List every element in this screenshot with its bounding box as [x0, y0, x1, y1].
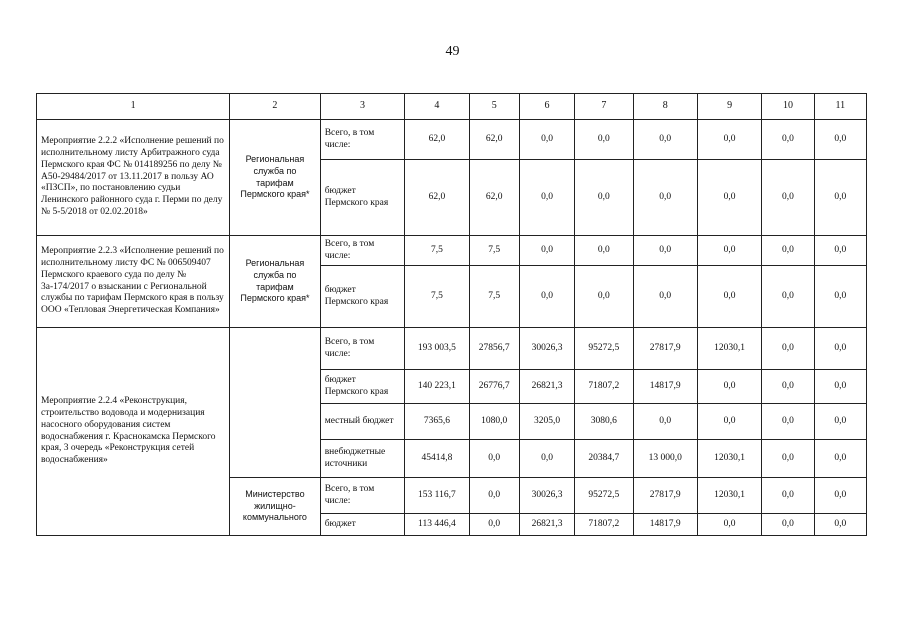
header-cell: 9 — [697, 94, 761, 120]
value-cell: 27856,7 — [469, 328, 519, 370]
value-cell: 7,5 — [469, 236, 519, 266]
funding-source-cell: местный бюджет — [320, 404, 405, 440]
value-cell: 0,0 — [633, 120, 697, 160]
value-cell: 0,0 — [469, 478, 519, 514]
header-cell: 6 — [519, 94, 574, 120]
value-cell: 13 000,0 — [633, 440, 697, 478]
value-cell: 140 223,1 — [405, 370, 469, 404]
value-cell: 0,0 — [814, 120, 866, 160]
header-cell: 4 — [405, 94, 469, 120]
value-cell: 12030,1 — [697, 440, 761, 478]
value-cell: 95272,5 — [575, 328, 633, 370]
table-body — [37, 94, 867, 536]
table-row — [37, 120, 867, 160]
value-cell: 0,0 — [814, 514, 866, 536]
value-cell: 3205,0 — [519, 404, 574, 440]
value-cell: 0,0 — [762, 236, 814, 266]
funding-source-cell: Всего, в том числе: — [320, 478, 405, 514]
value-cell: 0,0 — [633, 160, 697, 236]
funding-source-cell: Всего, в том числе: — [320, 120, 405, 160]
value-cell: 0,0 — [814, 160, 866, 236]
header-cell: 11 — [814, 94, 866, 120]
value-cell: 0,0 — [697, 120, 761, 160]
value-cell: 20384,7 — [575, 440, 633, 478]
measure-name-cell: Мероприятие 2.2.4 «Реконструкция, строительство водовода и модернизация насосного оборудования систем водоснабжения г. Краснокамска Пермского края, 3 очередь «Реконструкция сетей водоснабжения» — [37, 328, 230, 536]
measure-name-cell: Мероприятие 2.2.2 «Исполнение решений по исполнительному листу Арбитражного суда Пермского края ФС № 014189256 по делу № А50-29484/2017 от 13.11.2017 в пользу АО «ПЗСП», по постановлению судьи Ленинского районного суда г. Перми по делу № 5-5/2018 от 02.02.2018» — [37, 120, 230, 236]
page-number: 49 — [445, 44, 460, 59]
value-cell: 0,0 — [519, 120, 574, 160]
value-cell: 0,0 — [519, 266, 574, 328]
value-cell: 62,0 — [405, 160, 469, 236]
value-cell: 0,0 — [575, 120, 633, 160]
executor-cell: Министерство жилищно-коммунального — [230, 478, 321, 536]
value-cell: 0,0 — [575, 236, 633, 266]
funding-source-cell: внебюджетные источники — [320, 440, 405, 478]
value-cell: 12030,1 — [697, 478, 761, 514]
value-cell: 0,0 — [697, 160, 761, 236]
executor-cell — [230, 328, 321, 478]
value-cell: 30026,3 — [519, 328, 574, 370]
value-cell: 0,0 — [762, 404, 814, 440]
value-cell: 7365,6 — [405, 404, 469, 440]
value-cell: 0,0 — [814, 266, 866, 328]
value-cell: 14817,9 — [633, 370, 697, 404]
value-cell: 0,0 — [519, 236, 574, 266]
value-cell: 26776,7 — [469, 370, 519, 404]
value-cell: 0,0 — [814, 236, 866, 266]
funding-source-cell: Всего, в том числе: — [320, 236, 405, 266]
value-cell: 0,0 — [762, 370, 814, 404]
value-cell: 0,0 — [469, 514, 519, 536]
value-cell: 7,5 — [405, 236, 469, 266]
value-cell: 113 446,4 — [405, 514, 469, 536]
value-cell: 0,0 — [762, 160, 814, 236]
value-cell: 0,0 — [814, 440, 866, 478]
value-cell: 0,0 — [762, 266, 814, 328]
header-cell: 7 — [575, 94, 633, 120]
header-cell: 3 — [320, 94, 405, 120]
value-cell: 0,0 — [697, 404, 761, 440]
value-cell: 3080,6 — [575, 404, 633, 440]
header-cell: 2 — [230, 94, 321, 120]
value-cell: 1080,0 — [469, 404, 519, 440]
funding-source-cell: Всего, в том числе: — [320, 328, 405, 370]
value-cell: 0,0 — [814, 328, 866, 370]
value-cell: 7,5 — [405, 266, 469, 328]
funding-source-cell: бюджет Пермского края — [320, 370, 405, 404]
value-cell: 0,0 — [575, 266, 633, 328]
value-cell: 0,0 — [814, 404, 866, 440]
value-cell: 0,0 — [519, 440, 574, 478]
table-row — [37, 328, 867, 370]
table-row — [37, 236, 867, 266]
value-cell: 95272,5 — [575, 478, 633, 514]
value-cell: 26821,3 — [519, 514, 574, 536]
funding-source-cell: бюджет Пермского края — [320, 160, 405, 236]
value-cell: 193 003,5 — [405, 328, 469, 370]
value-cell: 71807,2 — [575, 370, 633, 404]
value-cell: 30026,3 — [519, 478, 574, 514]
value-cell: 0,0 — [697, 370, 761, 404]
value-cell: 0,0 — [697, 236, 761, 266]
header-cell: 8 — [633, 94, 697, 120]
value-cell: 0,0 — [697, 266, 761, 328]
value-cell: 0,0 — [633, 266, 697, 328]
value-cell: 62,0 — [405, 120, 469, 160]
value-cell: 26821,3 — [519, 370, 574, 404]
value-cell: 0,0 — [762, 120, 814, 160]
value-cell: 27817,9 — [633, 478, 697, 514]
executor-cell: Региональная служба по тарифам Пермского края* — [230, 120, 321, 236]
header-row — [37, 94, 867, 120]
value-cell: 62,0 — [469, 160, 519, 236]
value-cell: 71807,2 — [575, 514, 633, 536]
value-cell: 0,0 — [633, 404, 697, 440]
funding-table — [36, 93, 867, 536]
value-cell: 0,0 — [469, 440, 519, 478]
value-cell: 12030,1 — [697, 328, 761, 370]
value-cell: 0,0 — [762, 514, 814, 536]
value-cell: 45414,8 — [405, 440, 469, 478]
value-cell: 153 116,7 — [405, 478, 469, 514]
value-cell: 0,0 — [575, 160, 633, 236]
header-cell: 1 — [37, 94, 230, 120]
value-cell: 0,0 — [633, 236, 697, 266]
value-cell: 0,0 — [762, 478, 814, 514]
value-cell: 0,0 — [814, 478, 866, 514]
funding-source-cell: бюджет Пермского края — [320, 266, 405, 328]
value-cell: 0,0 — [762, 328, 814, 370]
value-cell: 62,0 — [469, 120, 519, 160]
funding-source-cell: бюджет — [320, 514, 405, 536]
value-cell: 0,0 — [814, 370, 866, 404]
measure-name-cell: Мероприятие 2.2.3 «Исполнение решений по исполнительному листу ФС № 006509407 Пермского краевого суда по делу № 3а-174/2017 о взыскании с Региональной службы по тарифам Пермского края в пользу ООО «Тепловая Энергетическая Компания» — [37, 236, 230, 328]
value-cell: 0,0 — [519, 160, 574, 236]
value-cell: 0,0 — [762, 440, 814, 478]
value-cell: 0,0 — [697, 514, 761, 536]
executor-cell: Региональная служба по тарифам Пермского края* — [230, 236, 321, 328]
header-cell: 10 — [762, 94, 814, 120]
value-cell: 14817,9 — [633, 514, 697, 536]
value-cell: 27817,9 — [633, 328, 697, 370]
header-cell: 5 — [469, 94, 519, 120]
value-cell: 7,5 — [469, 266, 519, 328]
